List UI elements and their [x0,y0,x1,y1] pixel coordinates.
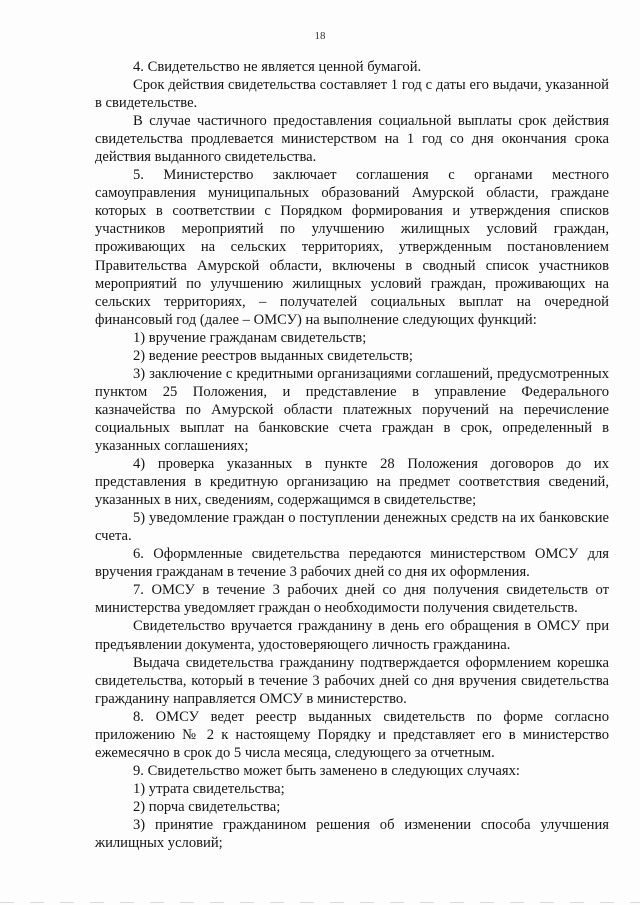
paragraph: Срок действия свидетельства составляет 1 год с даты его выдачи, указанной в свидетельстве. [95,77,609,112]
list-item: 3) принятие гражданином решения об изменении способа улучшения жилищных условий; [95,816,609,852]
paragraph: 7. ОМСУ в течение 3 рабочих дней со дня получения свидетельств от министерства уведомляет граждан о необходимости получения свидетельств. [95,582,609,617]
document-body [95,58,609,852]
paragraph: Свидетельство вручается гражданину в день его обращения в ОМСУ при предъявлении документа, удостоверяющего личность гражданина. [95,618,609,653]
paragraph: 9. Свидетельство может быть заменено в следующих случаях: [133,762,520,779]
paragraph: 5. Министерство заключает соглашения с органами местного самоуправления муниципальных образований Амурской области, граждане которых в соответствии с Порядком формирования и утверждения списков участников мероприятий по улучшению жилищных условий граждан, проживающих на сельских территориях, утвержденным постановлением Правительства Амурской области, включены в сводный список участников мероприятий по улучшению жилищных условий граждан, проживающих на сельских территориях, – получателей социальных выплат на очередной финансовый год (далее – ОМСУ) на выполнение следующих функций: [95,167,609,328]
list-item: 5) уведомление граждан о поступлении денежных средств на их банковские счета. [95,510,609,545]
list-item: 2) порча свидетельства; [133,798,281,815]
paragraph: 4. Свидетельство не является ценной бумагой. [133,59,422,75]
paragraph: 6. Оформленные свидетельства передаются министерством ОМСУ для вручения гражданам в течение 3 рабочих дней со дня их оформления. [95,546,609,581]
page-number: 18 [314,30,326,42]
paragraph: В случае частичного предоставления социальной выплаты срок действия свидетельства продлевается министерством на 1 год со дня окончания срока действия выданного свидетельства. [95,113,609,166]
list-item: 2) ведение реестров выданных свидетельств; [133,347,413,364]
paragraph: Выдача свидетельства гражданину подтверждается оформлением корешка свидетельства, который в течение 3 рабочих дней со дня вручения свидетельства гражданину направляется ОМСУ в министерство. [95,654,609,707]
list-item: 1) вручение гражданам свидетельств; [133,329,367,346]
list-item: 3) заключение с кредитными организациями соглашений, предусмотренных пунктом 25 Положения, и представление в управление Федерального казначейства по Амурской области платежных поручений на перечисление социальных выплат на банковские счета граждан в срок, определенный в указанных соглашениях; [95,365,609,454]
scan-edge-artifact [0,902,640,903]
list-item: 4) проверка указанных в пункте 28 Положения договоров до их представления в кредитную организацию на предмет соответствия сведений, указанных в них, сведениям, содержащимся в свидетельстве; [95,456,609,509]
list-item: 1) утрата свидетельства; [133,780,285,797]
paragraph: 8. ОМСУ ведет реестр выданных свидетельств по форме согласно приложению № 2 к настоящему Порядку и представляет его в министерство ежемесячно в срок до 5 числа месяца, следующего за отчетным. [95,708,609,761]
